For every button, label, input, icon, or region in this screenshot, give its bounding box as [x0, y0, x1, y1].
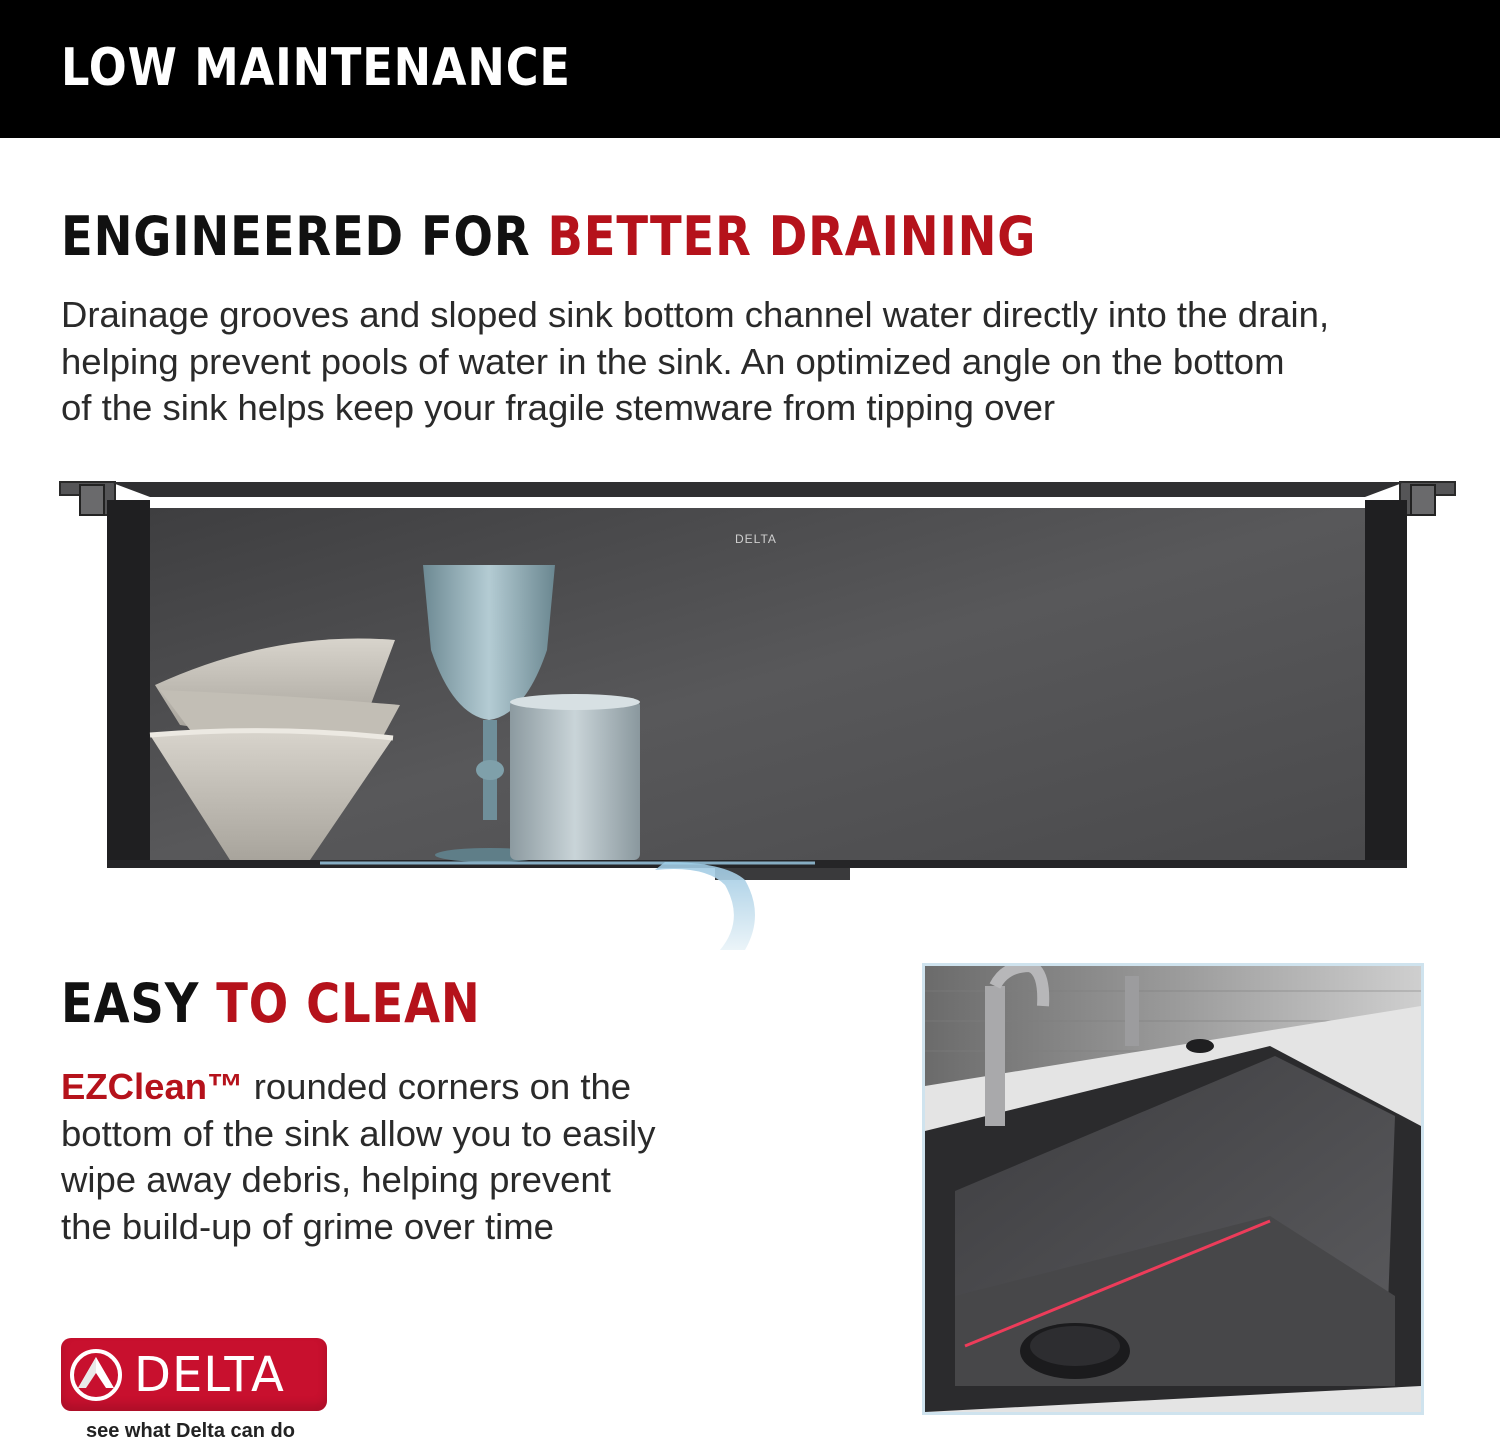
clean-heading	[61, 972, 481, 1035]
delta-triangle-icon	[69, 1348, 123, 1402]
clean-description-line: the build-up of grime over time	[61, 1205, 554, 1247]
logo-wordmark: DELTA	[134, 1347, 285, 1403]
clean-description-line: bottom of the sink allow you to easily	[61, 1112, 656, 1154]
sink-cross-section-illustration	[55, 470, 1460, 950]
clean-description	[61, 1064, 681, 1250]
drain-description-line: Drainage grooves and sloped sink bottom channel water directly into the drain,	[61, 294, 1330, 335]
drain-description-line: helping prevent pools of water in the sink. An optimized angle on the bottom	[61, 340, 1285, 382]
page-title: LOW MAINTENANCE	[61, 38, 571, 98]
ezclean-term: EZClean™	[61, 1066, 244, 1107]
drain-description-line: of the sink helps keep your fragile stemware from tipping over	[61, 387, 1056, 428]
drain-heading-plain: ENGINEERED FOR	[61, 205, 548, 268]
clean-heading-plain: EASY	[61, 972, 217, 1035]
clean-description-line: wipe away debris, helping prevent	[61, 1159, 611, 1200]
drain-description	[61, 292, 1401, 432]
sink-brand-label: DELTA	[735, 532, 777, 546]
sink-product-photo	[922, 963, 1424, 1415]
logo-tagline: see what Delta can do	[86, 1420, 295, 1442]
drain-heading	[61, 205, 1036, 268]
header-bar	[0, 0, 1500, 138]
clean-description-line-text: rounded corners on the	[243, 1066, 632, 1107]
clean-description-line	[61, 1064, 681, 1111]
clean-heading-accent: TO CLEAN	[216, 972, 481, 1035]
drain-heading-accent: BETTER DRAINING	[547, 205, 1037, 268]
delta-logo	[61, 1338, 327, 1411]
